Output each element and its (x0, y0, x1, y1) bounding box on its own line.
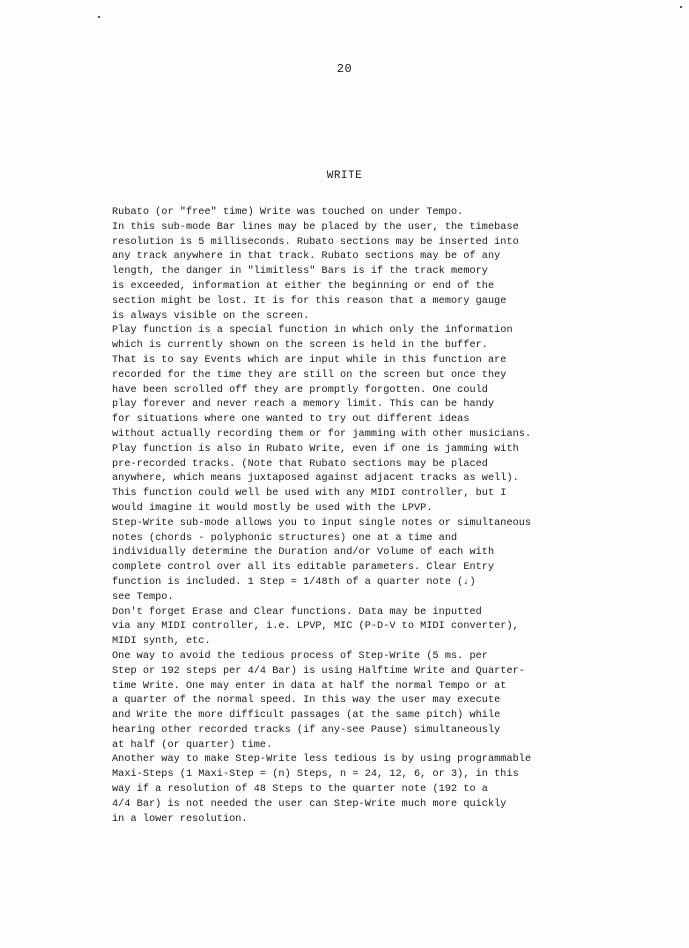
text-line: Step-Write sub-mode allows you to input single notes or simultaneous (112, 517, 532, 529)
text-line: complete control over all its editable parameters. Clear Entry (112, 562, 495, 574)
text-line: MIDI synth, etc. (112, 636, 211, 648)
text-line: way if a resolution of 48 Steps to the quarter note (192 to a (112, 784, 488, 796)
text-line: notes (chords - polyphonic structures) one at a time and (112, 532, 458, 544)
section-heading: WRITE (326, 170, 363, 182)
text-line: and Write the more difficult passages (at the same pitch) while (112, 710, 501, 722)
text-line: function is included. 1 Step = 1/48th of a quarter note (♩) (112, 576, 476, 588)
text-line: would imagine it would mostly be used with the LPVP. (112, 502, 433, 514)
text-line: Don't forget Erase and Clear functions. Data may be inputted (112, 606, 482, 618)
page-number: 20 (336, 62, 353, 76)
text-line: recorded for the time they are still on the screen but once they (112, 369, 507, 381)
text-line: Step or 192 steps per 4/4 Bar) is using Halftime Write and Quarter- (112, 665, 525, 677)
text-line: is exceeded, information at either the beginning or end of the (112, 280, 495, 292)
text-line: for situations where one wanted to try out different ideas (112, 414, 470, 426)
text-line: have been scrolled off they are promptly forgotten. One could (112, 384, 488, 396)
text-line: at half (or quarter) time. (112, 739, 273, 751)
text-line: play forever and never reach a memory limit. This can be handy (112, 399, 495, 411)
text-line: see Tempo. (112, 591, 174, 603)
text-line: resolution is 5 milliseconds. Rubato sections may be inserted into (112, 236, 519, 248)
text-line: in a lower resolution. (112, 813, 248, 825)
text-line: One way to avoid the tedious process of Step-Write (5 ms. per (112, 650, 488, 662)
text-line: without actually recording them or for jamming with other musicians. (112, 428, 532, 440)
text-line: Maxi-Steps (1 Maxi-Step = (n) Steps, n = 24, 12, 6, or 3), in this (112, 769, 519, 781)
text-line: Another way to make Step-Write less tedious is by using programmable (112, 754, 532, 766)
scan-speck (680, 6, 682, 8)
text-line: anywhere, which means juxtaposed against adjacent tracks as well). (112, 473, 519, 485)
text-line: This function could well be used with any MIDI controller, but I (112, 488, 507, 500)
text-line: Play function is a special function in which only the information (112, 325, 513, 337)
text-line: pre-recorded tracks. (Note that Rubato sections may be placed (112, 458, 488, 470)
text-line: 4/4 Bar) is not needed the user can Step-Write much more quickly (112, 798, 507, 810)
text-line: any track anywhere in that track. Rubato sections may be of any (112, 251, 501, 263)
scan-speck (98, 16, 100, 18)
text-line: via any MIDI controller, i.e. LPVP, MIC (P-D-V to MIDI converter), (112, 621, 519, 633)
text-line: time Write. One may enter in data at half the normal Tempo or at (112, 680, 507, 692)
text-line: section might be lost. It is for this reason that a memory gauge (112, 295, 507, 307)
text-line: length, the danger in "limitless" Bars is if the track memory (112, 266, 488, 278)
text-line: which is currently shown on the screen is held in the buffer. (112, 340, 488, 352)
text-line: Rubato (or "free" time) Write was touched on under Tempo. (112, 207, 464, 218)
text-line: In this sub-mode Bar lines may be placed by the user, the timebase (112, 221, 519, 233)
text-line: Play function is also in Rubato Write, even if one is jamming with (112, 443, 519, 455)
text-line: That is to say Events which are input while in this function are (112, 354, 507, 366)
text-line: individually determine the Duration and/or Volume of each with (112, 547, 495, 559)
text-line: a quarter of the normal speed. In this way the user may execute (112, 695, 501, 707)
text-line: is always visible on the screen. (112, 310, 310, 322)
text-line: hearing other recorded tracks (if any-see Pause) simultaneously (112, 724, 501, 736)
body-text (112, 206, 682, 827)
